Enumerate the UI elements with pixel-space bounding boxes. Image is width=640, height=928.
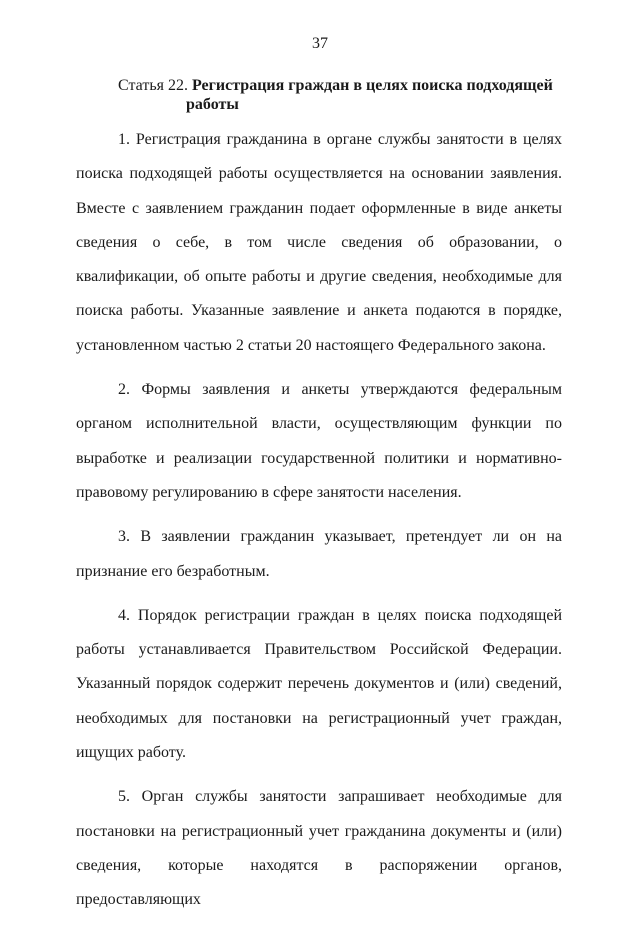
article-title-line2: работы	[186, 96, 239, 113]
paragraph-3: 3. В заявлении гражданин указывает, претендует ли он на признание его безработным.	[76, 528, 562, 580]
paragraph-2: 2. Формы заявления и анкеты утверждаются федеральным органом исполнительной власти, осуществляющим функции по выработке и реализации государственной политики и нормативно-правовому регулированию в сфере занятости населения.	[76, 381, 562, 501]
article-number: Статья 22.	[118, 77, 188, 94]
article-heading	[118, 76, 558, 114]
paragraph-1: 1. Регистрация гражданина в органе службы занятости в целях поиска подходящей работы осуществляется на основании заявления. Вместе с заявлением гражданин подает оформленные в виде анкеты сведения о себе, в том числе сведения об образовании, о квалификации, об опыте работы и другие сведения, необходимые для поиска работы. Указанные заявление и анкета подаются в порядке, установленном частью 2 статьи 20 настоящего Федерального закона.	[76, 131, 562, 354]
paragraph-4: 4. Порядок регистрации граждан в целях поиска подходящей работы устанавливается Правительством Российской Федерации. Указанный порядок содержит перечень документов и (или) сведений, необходимых для постановки на регистрационный учет граждан, ищущих работу.	[76, 606, 562, 762]
page-number: 37	[312, 35, 328, 52]
article-body	[76, 123, 562, 928]
article-title-line1: Регистрация граждан в целях поиска подходящей	[191, 77, 553, 94]
paragraph-5: 5. Орган службы занятости запрашивает необходимые для постановки на регистрационный учет гражданина документы и (или) сведения, которые находятся в распоряжении органов, предоставляющих	[76, 788, 562, 909]
